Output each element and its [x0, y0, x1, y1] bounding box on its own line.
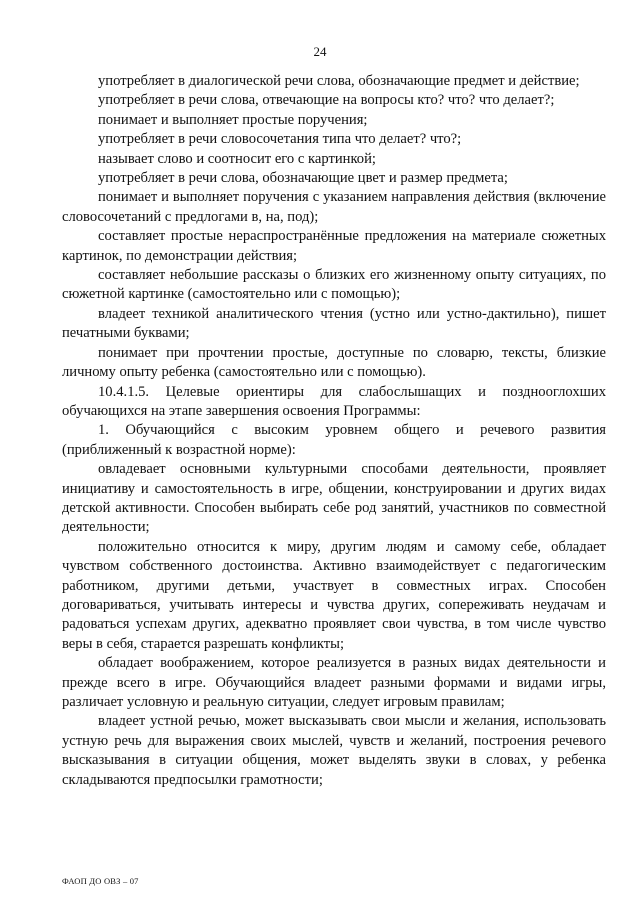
paragraph: употребляет в диалогической речи слова, обозначающие предмет и действие;	[98, 73, 580, 89]
paragraph: положительно относится к миру, другим людям и самому себе, обладает чувством собственного достоинства. Активно взаимодействует с педагогическим работником, другими детьми, участвует в совместных играх. Способен договариваться, учитывать интересы и чувства других, сопереживать неудачам и радоваться успехам других, адекватно проявляет свои чувства, в том числе чувство веры в себя, старается разрешать конфликты;	[62, 538, 606, 652]
paragraph: называет слово и соотносит его с картинкой;	[98, 150, 376, 167]
paragraph: понимает и выполняет простые поручения;	[98, 111, 368, 128]
footer-code: ФАОП ДО ОВЗ – 07	[62, 876, 139, 886]
paragraph: употребляет в речи слова, отвечающие на вопросы кто? что? что делает?;	[98, 92, 555, 109]
paragraph: владеет устной речью, может высказывать свои мысли и желания, использовать устную речь для выражения своих мыслей, чувств и желаний, построения речевого высказывания в ситуации общения, может выделять звуки в словах, у ребенка складываются предпосылки грамотности;	[62, 713, 606, 788]
page-number: 24	[313, 44, 327, 59]
paragraph: понимает и выполняет поручения с указанием направления действия (включение словосочетаний с предлогами в, на, под);	[62, 189, 606, 225]
paragraph: овладевает основными культурными способами деятельности, проявляет инициативу и самостоятельность в игре, общении, конструировании и других видах детской активности. Способен выбирать себе род занятий, участников по совместной деятельности;	[62, 461, 606, 536]
paragraph: употребляет в речи слова, обозначающие цвет и размер предмета;	[98, 170, 508, 187]
paragraph: составляет простые нераспространённые предложения на материале сюжетных картинок, по демонстрации действия;	[62, 228, 606, 264]
paragraph: употребляет в речи словосочетания типа что делает? что?;	[98, 131, 462, 148]
paragraph: обладает воображением, которое реализуется в разных видах деятельности и прежде всего в игре. Обучающийся владеет разными формами и видами игры, различает условную и реальную ситуации, следует игровым правилам;	[62, 655, 606, 710]
paragraph: понимает при прочтении простые, доступные по словарю, тексты, близкие личному опыту ребенка (самостоятельно или с помощью).	[62, 344, 606, 381]
paragraph: владеет техникой аналитического чтения (устно или устно-дактильно), пишет печатными буквами;	[62, 305, 606, 342]
section-heading: 10.4.1.5. Целевые ориентиры для слабослышащих и позднооглохших обучающихся на этапе завершения освоения Программы:	[62, 383, 606, 419]
subsection-heading: 1. Обучающийся с высоким уровнем общего и речевого развития (приближенный к возрастной норме):	[62, 422, 606, 458]
paragraph: составляет небольшие рассказы о близких его жизненному опыту ситуациях, по сюжетной картинке (самостоятельно или с помощью);	[62, 267, 606, 303]
document-body	[62, 72, 606, 790]
